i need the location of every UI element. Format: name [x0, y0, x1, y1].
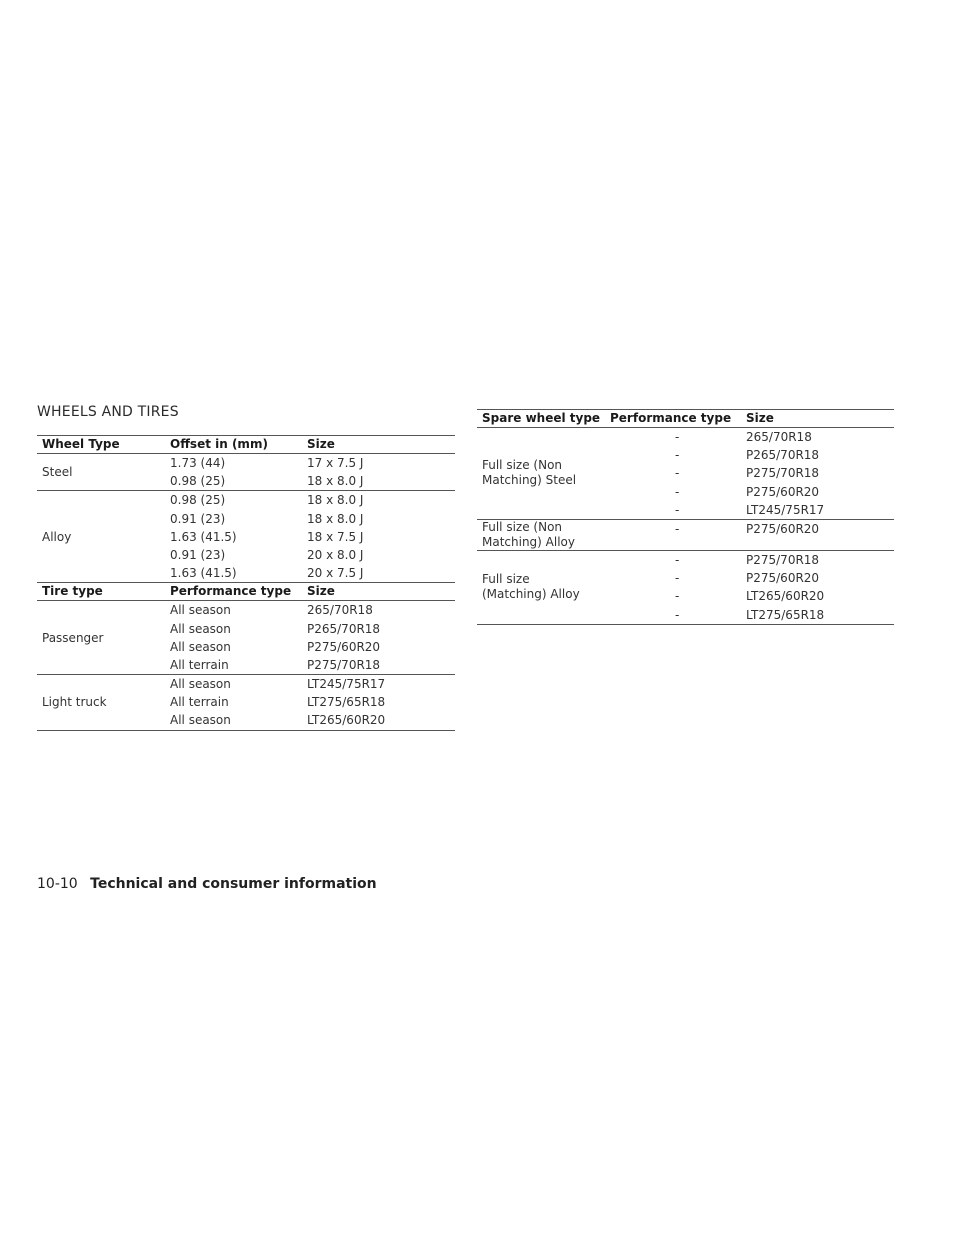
value-cell: All season [170, 621, 231, 636]
value-cell: 1.63 (41.5) [170, 566, 237, 581]
table-row [610, 428, 894, 446]
size-cell: LT275/65R18 [307, 695, 386, 710]
spare-wheel-table [477, 409, 894, 625]
size-cell: LT265/60R20 [307, 713, 386, 728]
table-row [610, 520, 894, 538]
spare-table-header [477, 409, 894, 428]
page-number: 10-10 [37, 876, 78, 892]
group-type-label: Passenger [42, 630, 104, 645]
dash-cell: - [675, 448, 680, 463]
table-row [610, 501, 894, 519]
size-cell: P275/60R20 [746, 571, 820, 586]
size-cell: LT245/75R17 [307, 677, 386, 692]
value-cell: All season [170, 713, 231, 728]
value-cell: All terrain [170, 695, 229, 710]
header-size: Size [307, 437, 335, 451]
value-cell: 0.98 (25) [170, 493, 226, 508]
value-cell: 0.91 (23) [170, 511, 226, 526]
value-cell: 1.73 (44) [170, 456, 226, 470]
table-row [170, 620, 455, 638]
dash-cell: - [675, 430, 680, 444]
table-row [170, 656, 455, 674]
table-row [170, 638, 455, 656]
header-spare-size: Size [746, 411, 774, 425]
header-spare-wheel-type: Spare wheel type [482, 411, 601, 425]
table-row [170, 601, 455, 619]
size-cell: 18 x 8.0 J [307, 474, 364, 489]
size-cell: 20 x 7.5 J [307, 566, 364, 581]
header-spare-performance-type: Performance type [610, 411, 732, 425]
size-cell: P275/70R18 [307, 657, 381, 672]
header-tire-type: Tire type [42, 584, 103, 599]
page-footer [37, 876, 377, 892]
size-cell: P275/60R20 [746, 484, 820, 499]
wheel-groups [37, 454, 455, 583]
size-cell: LT275/65R18 [746, 607, 825, 622]
value-cell: 0.91 (23) [170, 547, 226, 562]
table-row [170, 454, 455, 472]
table-group [37, 454, 455, 491]
header-wheel-type: Wheel Type [42, 437, 120, 451]
value-cell: All season [170, 603, 231, 618]
group-type-label: Full size (Non Matching) Alloy [482, 519, 575, 549]
size-cell: LT265/60R20 [746, 589, 825, 604]
size-cell: P275/60R20 [746, 521, 820, 536]
table-row [610, 551, 894, 569]
group-type-label: Light truck [42, 695, 107, 710]
table-group [37, 601, 455, 675]
table-group [37, 491, 455, 583]
wheel-table-header [37, 435, 455, 454]
table-row [170, 528, 455, 546]
table-group [477, 520, 894, 551]
size-cell: 18 x 8.0 J [307, 511, 364, 526]
dash-cell: - [675, 484, 680, 499]
table-row [610, 446, 894, 464]
group-type-label: Full size (Matching) Alloy [482, 572, 580, 602]
table-row [170, 491, 455, 509]
table-group [477, 551, 894, 625]
value-cell: All season [170, 639, 231, 654]
table-row [170, 675, 455, 693]
dash-cell: - [675, 521, 680, 536]
value-cell: 0.98 (25) [170, 474, 226, 489]
table-row [610, 587, 894, 605]
size-cell: 265/70R18 [307, 603, 373, 618]
size-cell: P275/70R18 [746, 552, 820, 567]
dash-cell: - [675, 502, 680, 517]
size-cell: P275/60R20 [307, 639, 381, 654]
dash-cell: - [675, 466, 680, 481]
value-cell: All terrain [170, 657, 229, 672]
table-row [610, 569, 894, 587]
tire-table-header [37, 583, 455, 601]
table-row [170, 510, 455, 528]
dash-cell: - [675, 571, 680, 586]
group-type-label: Full size (Non Matching) Steel [482, 458, 577, 488]
header-offset: Offset in (mm) [170, 437, 268, 451]
group-type-label: Alloy [42, 529, 72, 544]
table-row [170, 546, 455, 564]
size-cell: P265/70R18 [746, 448, 820, 463]
table-row [610, 464, 894, 482]
size-cell: 17 x 7.5 J [307, 456, 364, 470]
table-group [37, 675, 455, 731]
wheels-tires-table [37, 435, 455, 731]
table-row [610, 483, 894, 501]
header-performance-type: Performance type [170, 584, 292, 599]
table-row [610, 606, 894, 624]
dash-cell: - [675, 607, 680, 622]
table-group [477, 428, 894, 520]
size-cell: 265/70R18 [746, 430, 812, 444]
value-cell: All season [170, 677, 231, 692]
chapter-title: Technical and consumer information [90, 876, 377, 892]
size-cell: P275/70R18 [746, 466, 820, 481]
dash-cell: - [675, 552, 680, 567]
table-row [170, 564, 455, 582]
header-tire-size: Size [307, 584, 335, 599]
group-type-label: Steel [42, 465, 73, 480]
size-cell: P265/70R18 [307, 621, 381, 636]
value-cell: 1.63 (41.5) [170, 529, 237, 544]
size-cell: 18 x 8.0 J [307, 493, 364, 508]
table-row [170, 472, 455, 490]
size-cell: 18 x 7.5 J [307, 529, 364, 544]
section-title: WHEELS AND TIRES [37, 404, 179, 420]
size-cell: 20 x 8.0 J [307, 547, 364, 562]
spare-groups [477, 428, 894, 625]
size-cell: LT245/75R17 [746, 502, 825, 517]
dash-cell: - [675, 589, 680, 604]
table-row [170, 693, 455, 711]
tire-groups [37, 601, 455, 730]
table-row [170, 711, 455, 729]
